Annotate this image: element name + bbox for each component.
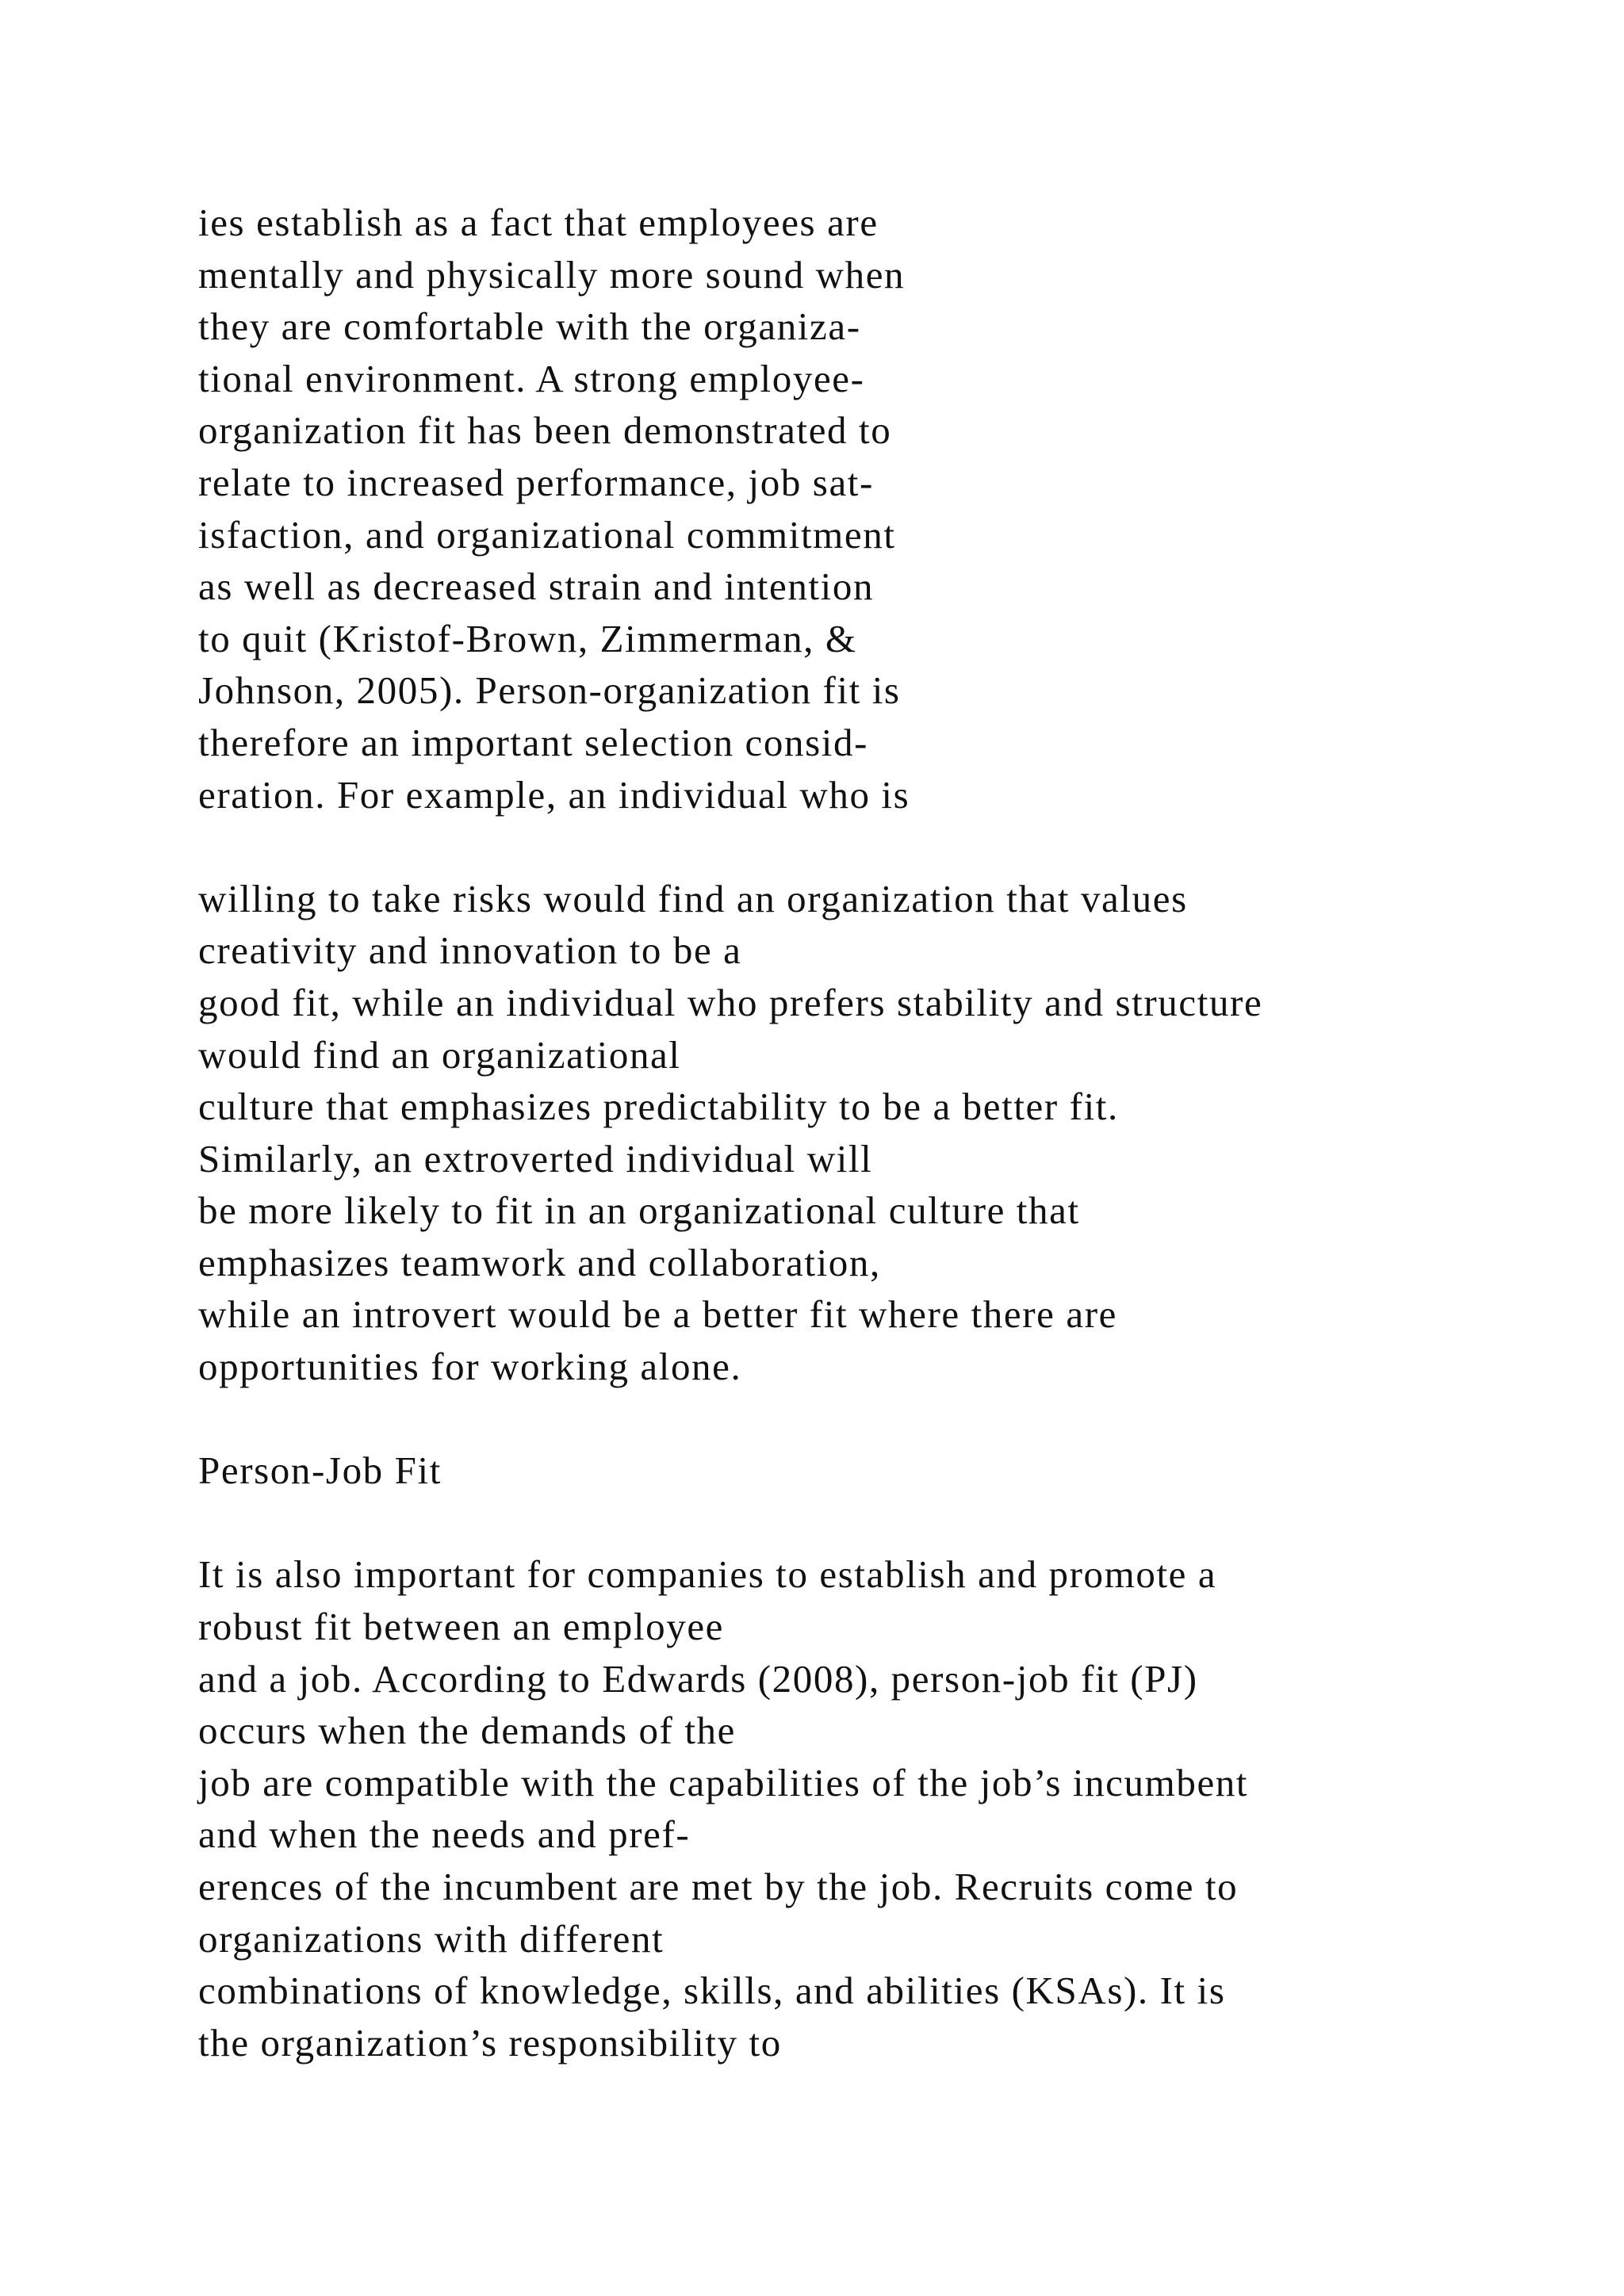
paragraph-spacer (198, 1393, 1594, 1445)
text-line: mentally and physically more sound when (198, 252, 906, 297)
text-line: occurs when the demands of the (198, 1709, 736, 1753)
text-line: they are comfortable with the organiza- (198, 304, 861, 349)
text-line: tional environment. A strong employee- (198, 356, 865, 400)
text-line: organizations with different (198, 1916, 665, 1961)
text-line: Johnson, 2005). Person-organization fit is (198, 668, 901, 713)
text-line: eration. For example, an individual who is (198, 772, 910, 817)
paragraph-2 (198, 873, 1594, 1393)
text-line: isfaction, and organizational commitment (198, 512, 896, 557)
text-line: relate to increased performance, job sat- (198, 460, 874, 504)
text-line: organization fit has been demonstrated to (198, 408, 892, 453)
paragraph-1 (198, 197, 1594, 821)
text-line: combinations of knowledge, skills, and abilities (KSAs). It is (198, 1969, 1226, 2013)
text-line: as well as decreased strain and intention (198, 564, 875, 609)
text-line: be more likely to fit in an organizational culture that (198, 1188, 1080, 1233)
text-line: culture that emphasizes predictability to be a better fit. (198, 1085, 1119, 1129)
section-heading: Person-Job Fit (198, 1448, 442, 1493)
paragraph-3 (198, 1548, 1594, 2068)
text-line: erences of the incumbent are met by the job. Recruits come to (198, 1865, 1239, 1908)
text-line: It is also important for companies to establish and promote a (198, 1552, 1217, 1597)
paragraph-spacer (198, 821, 1594, 873)
paragraph-spacer (198, 1497, 1594, 1549)
text-line: Similarly, an extroverted individual will (198, 1136, 873, 1181)
text-line: while an introvert would be a better fit where there are (198, 1292, 1117, 1337)
text-line: the organization’s responsibility to (198, 2020, 782, 2064)
text-line: therefore an important selection consid- (198, 720, 868, 764)
text-line: would find an organizational (198, 1032, 681, 1077)
text-line: job are compatible with the capabilities of the job’s incumbent (198, 1760, 1249, 1804)
text-line: and a job. According to Edwards (2008), person-job fit (PJ) (198, 1656, 1198, 1701)
document-body (198, 197, 1594, 2068)
text-line: willing to take risks would find an organization that values (198, 876, 1188, 920)
text-line: ies establish as a fact that employees are (198, 201, 879, 244)
text-line: to quit (Kristof-Brown, Zimmerman, & (198, 616, 857, 660)
text-line: emphasizes teamwork and collaboration, (198, 1240, 881, 1284)
text-line: opportunities for working alone. (198, 1345, 742, 1389)
text-line: robust fit between an employee (198, 1605, 725, 1649)
text-line: creativity and innovation to be a (198, 928, 742, 973)
text-line: good fit, while an individual who prefers stability and structure (198, 980, 1263, 1024)
text-line: and when the needs and pref- (198, 1812, 691, 1857)
